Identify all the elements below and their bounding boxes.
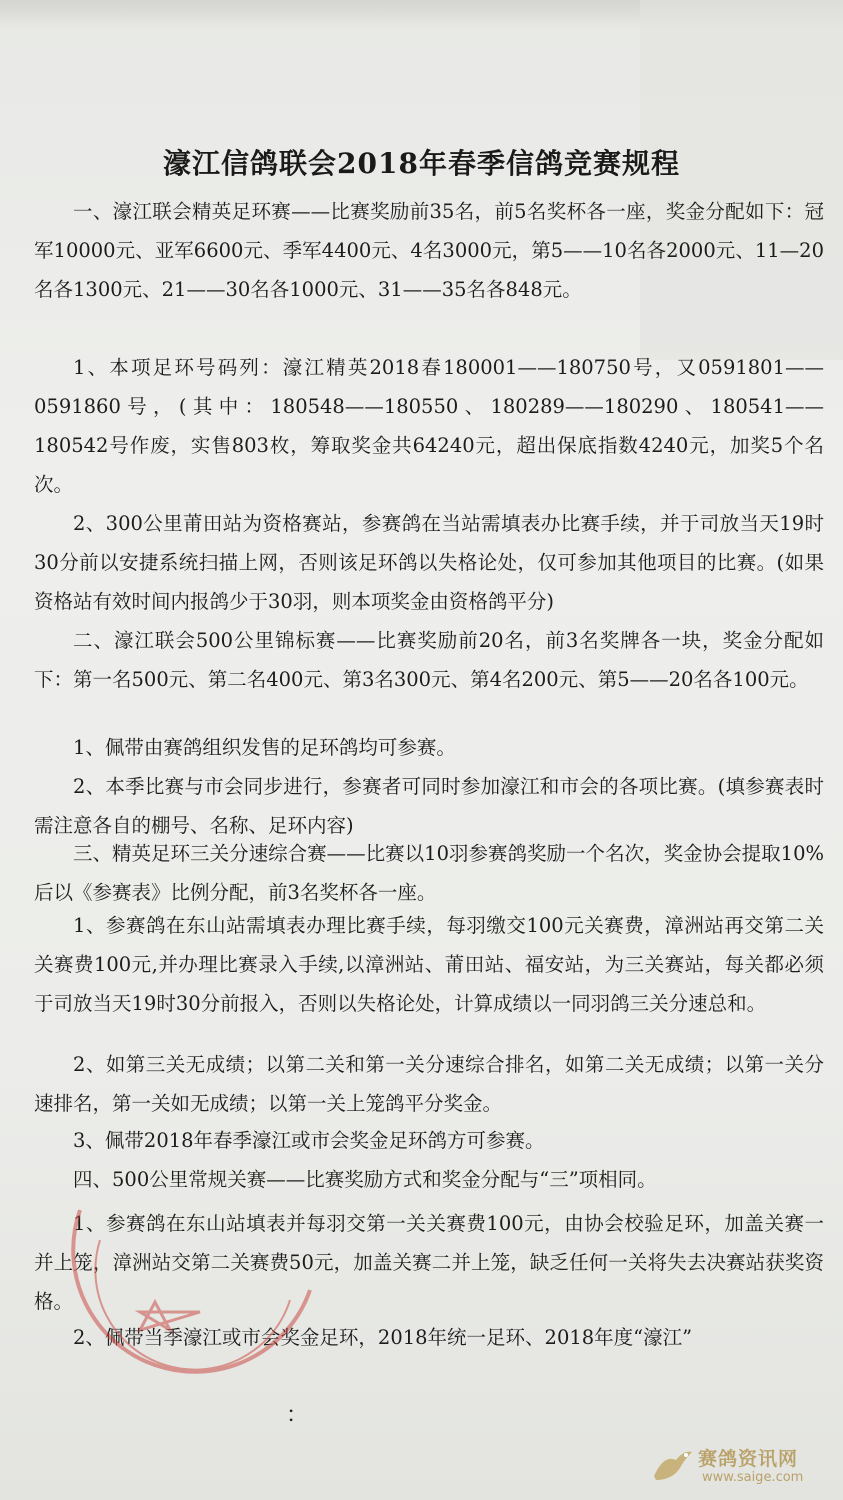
section-1-paragraph: 一、濠江联会精英足环赛——比赛奖励前35名，前5名奖杯各一座，奖金分配如下：冠军10000元、亚军6600元、季军4400元、4名3000元，第5——10名各2000元、11—20名各1300元、21——30名各1000元、31——35名各848元。	[34, 200, 824, 301]
section-4-paragraph: 四、500公里常规关赛——比赛奖励方式和奖金分配与“三”项相同。	[73, 1168, 657, 1191]
section-3-item-1: 1、参赛鸽在东山站需填表办理比赛手续，每羽缴交100元关赛费，漳洲站再交第二关关赛费100元,并办理比赛录入手续,以漳洲站、莆田站、福安站，为三关赛站，每关都必须于司放当天19时30分前报入，否则以失格论处，计算成绩以一同羽鸽三关分速总和。	[34, 914, 824, 1015]
section-1-item-1: 1、本项足环号码列：濠江精英2018春180001——180750号，又0591801——0591860号，(其中：180548——180550、180289——180290、180541——180542号作废，实售803枚，筹取奖金共64240元，超出保底指数4240元，加奖5个名次。	[34, 356, 824, 496]
watermark-title: 赛鸽资讯网	[698, 1448, 799, 1470]
section-2-paragraph: 二、濠江联会500公里锦标赛——比赛奖励前20名，前3名奖牌各一块，奖金分配如下：第一名500元、第二名400元、第3名300元、第4名200元、第5——20名各100元。	[34, 629, 824, 691]
section-2-item-2: 2、本季比赛与市会同步进行，参赛者可同时参加濠江和市会的各项比赛。(填参赛表时需注意各自的棚号、名称、足环内容)	[34, 775, 824, 837]
section-4-item-2: 2、佩带当季濠江或市会奖金足环，2018年统一足环、2018年度“濠江”	[73, 1326, 693, 1349]
page-marker: ：	[286, 1403, 309, 1428]
section-2-item-1: 1、佩带由赛鸽组织发售的足环鸽均可参赛。	[73, 736, 456, 759]
section-3-item-3: 3、佩带2018年春季濠江或市会奖金足环鸽方可参赛。	[73, 1129, 545, 1152]
document-title: 濠江信鸽联会2018年春季信鸽竞赛规程	[163, 147, 680, 180]
section-3-item-2: 2、如第三关无成绩；以第二关和第一关分速综合排名，如第二关无成绩；以第一关分速排名，第一关如无成绩；以第一关上笼鸽平分奖金。	[34, 1053, 824, 1115]
section-3-paragraph: 三、精英足环三关分速综合赛——比赛以10羽参赛鸽奖励一个名次，奖金协会提取10%后以《参赛表》比例分配，前3名奖杯各一座。	[34, 842, 824, 904]
pigeon-logo-icon	[650, 1446, 694, 1486]
watermark-url: www.saige.com	[702, 1470, 804, 1485]
section-1-item-2: 2、300公里莆田站为资格赛站，参赛鸽在当站需填表办比赛手续，并于司放当天19时30分前以安捷系统扫描上网，否则该足环鸽以失格论处，仅可参加其他项目的比赛。(如果资格站有效时间内报鸽少于30羽，则本项奖金由资格鸽平分)	[34, 512, 824, 613]
site-watermark	[650, 1440, 830, 1492]
section-4-item-1: 1、参赛鸽在东山站填表并每羽交第一关关赛费100元，由协会校验足环，加盖关赛一并上笼，漳洲站交第二关赛费50元，加盖关赛二并上笼，缺乏任何一关将失去决赛站获奖资格。	[34, 1212, 824, 1313]
